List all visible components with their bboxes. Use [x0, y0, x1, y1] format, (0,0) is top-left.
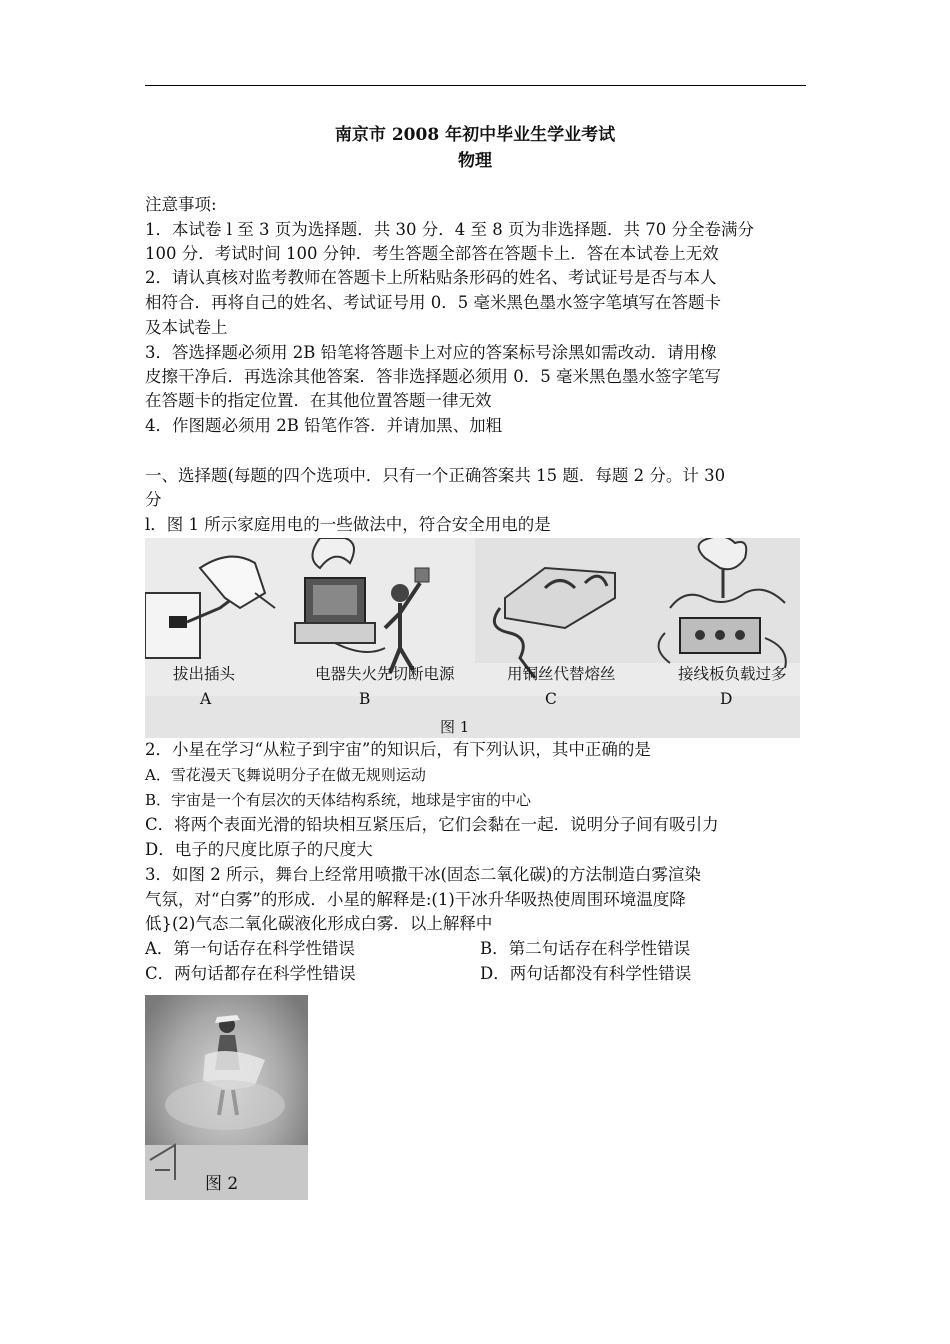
- figure-1-letter-a: A: [200, 690, 212, 708]
- notice-line: 皮擦干净后．再选涂其他答案．答非选择题必须用 0．5 毫米黑色墨水签字笔写: [145, 367, 721, 386]
- figure-2: [145, 995, 308, 1200]
- figure-1-caption-a: 拔出插头: [173, 665, 236, 683]
- notice-line: 1．本试卷 l 至 3 页为选择题．共 30 分．4 至 8 页为非选择题．共 70 分全卷满分: [145, 220, 754, 239]
- question-2-stem: 2．小星在学习“从粒子到宇宙”的知识后，有下列认识，其中正确的是: [145, 740, 651, 759]
- exam-title: 南京市 2008 年初中毕业生学业考试: [334, 125, 616, 145]
- question-2-option-d: D．电子的尺度比原子的尺度大: [145, 840, 373, 859]
- question-3-stem: 低}(2)气态二氧化碳液化形成白雾．以上解释中: [145, 914, 493, 933]
- question-3-stem: 气氛，对“白雾”的形成．小星的解释是:(1)干冰升华吸热使周围环境温度降: [145, 890, 686, 909]
- figure-1-letter-d: D: [720, 690, 733, 708]
- notice-line: 及本试卷上: [145, 318, 228, 337]
- figure-1-letter-b: B: [359, 690, 371, 708]
- question-1-stem: l．图 1 所示家庭用电的一些做法中，符合安全用电的是: [145, 515, 551, 534]
- figure-2-label: 图 2: [205, 1174, 239, 1194]
- section-heading: 一、选择题(每题的四个选项中．只有一个正确答案共 15 题．每题 2 分。计 30: [145, 466, 726, 485]
- question-3-stem: 3．如图 2 所示，舞台上经常用喷撒干冰(固态二氧化碳)的方法制造白雾渲染: [145, 865, 701, 884]
- figure-1-caption-d: 接线板负载过多: [678, 665, 787, 683]
- figure-1-caption-b: 电器失火先切断电源: [315, 665, 455, 683]
- notice-line: 相符合．再将自己的姓名、考试证号用 0．5 毫米黑色墨水签字笔填写在答题卡: [145, 293, 721, 312]
- notice-heading: 注意事项:: [145, 195, 217, 214]
- figure-1-caption-c: 用铜丝代替熔丝: [507, 665, 616, 683]
- exam-subject: 物理: [458, 151, 492, 171]
- figure-1-illustration: [145, 538, 800, 738]
- notice-line: 100 分．考试时间 100 分钟．考生答题全部答在答题卡上．答在本试卷上无效: [145, 244, 719, 263]
- notice-line: 3．答选择题必须用 2B 铅笔将答题卡上对应的答案标号涂黑如需改动．请用橡: [145, 343, 717, 362]
- figure-1-label: 图 1: [440, 718, 470, 736]
- figure-1-letter-c: C: [545, 690, 557, 708]
- question-3-option-d: D．两句话都没有科学性错误: [480, 964, 692, 983]
- question-3-option-b: B．第二句话存在科学性错误: [480, 939, 691, 958]
- notice-line: 4．作图题必须用 2B 铅笔作答．并请加黑、加粗: [145, 416, 503, 435]
- notice-line: 在答题卡的指定位置．在其他位置答题一律无效: [145, 391, 492, 410]
- question-2-option-b: B．宇宙是一个有层次的天体结构系统，地球是宇宙的中心: [145, 791, 532, 809]
- section-heading-cont: 分: [145, 490, 162, 509]
- question-2-option-c: C．将两个表面光滑的铅块相互紧压后，它们会黏在一起．说明分子间有吸引力: [145, 815, 719, 834]
- question-2-option-a: A．雪花漫天飞舞说明分子在做无规则运动: [145, 766, 426, 784]
- question-3-option-a: A．第一句话存在科学性错误: [145, 939, 355, 958]
- figure-1: [145, 538, 800, 738]
- notice-line: 2．请认真核对监考教师在答题卡上所粘贴条形码的姓名、考试证号是否与本人: [145, 268, 717, 287]
- question-3-option-c: C．两句话都存在科学性错误: [145, 964, 356, 983]
- header-rule: [145, 85, 806, 86]
